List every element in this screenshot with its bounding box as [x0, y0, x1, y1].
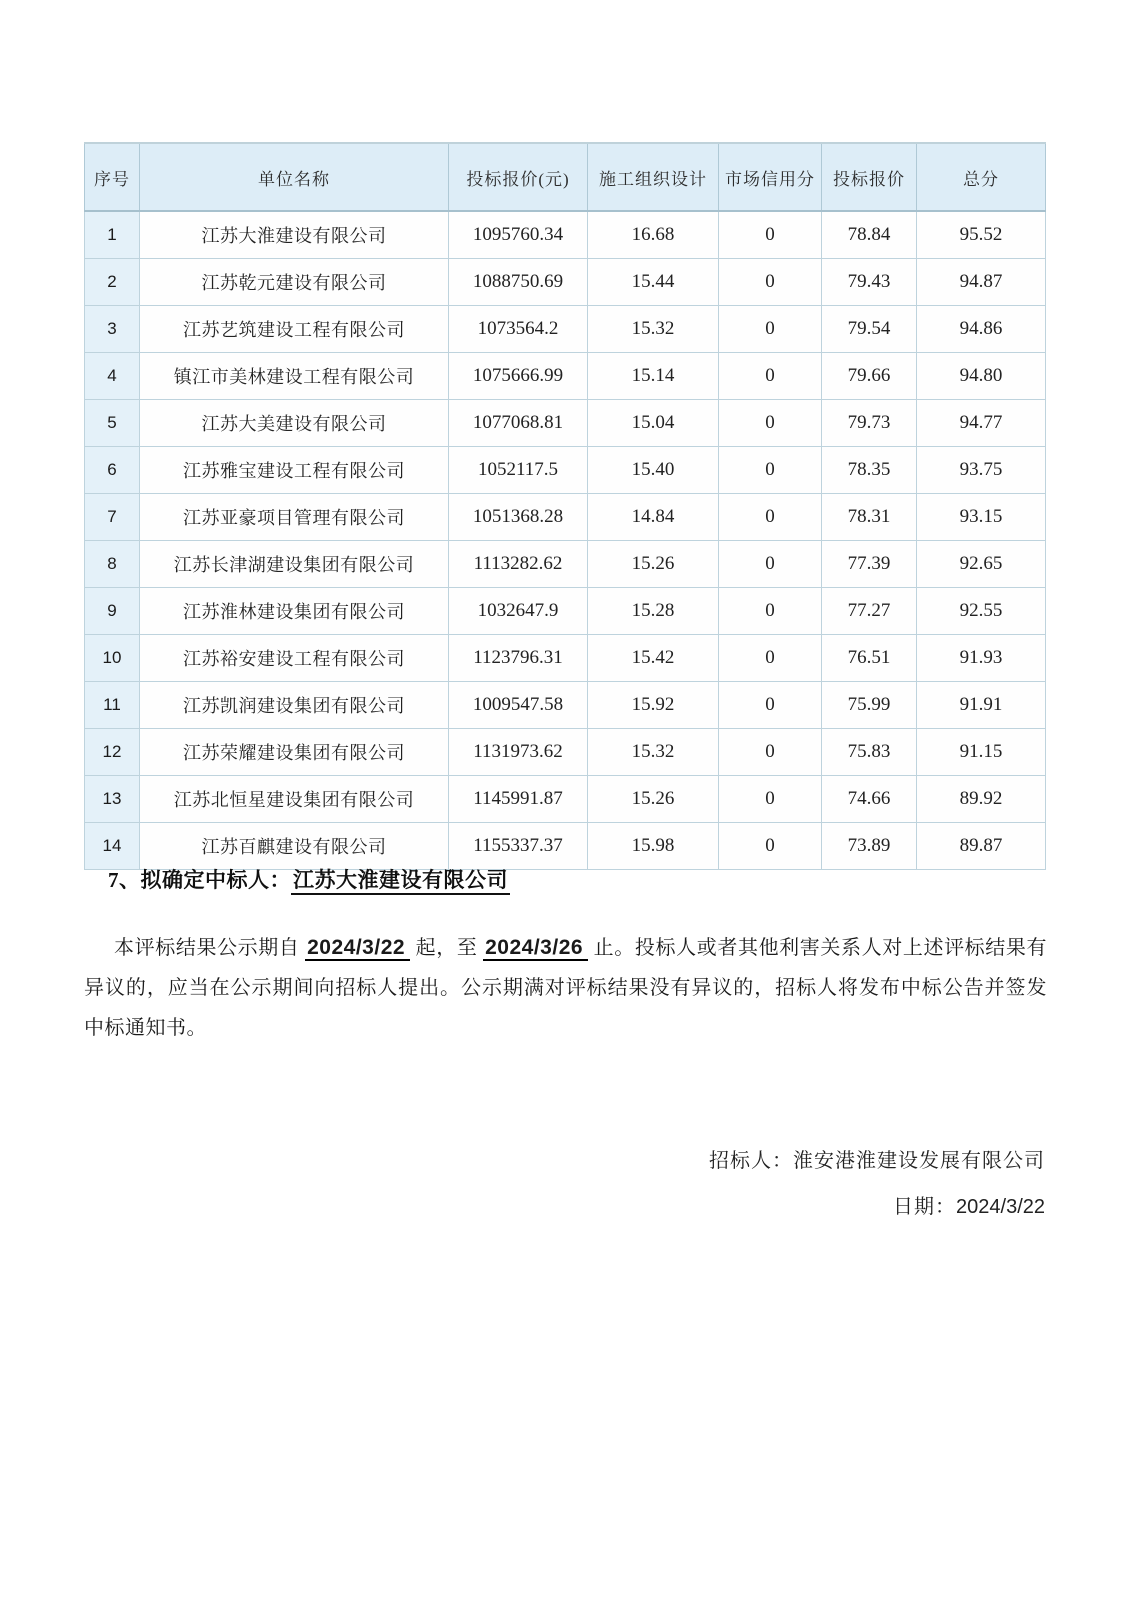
score-cell: 1073564.2 [449, 306, 588, 353]
score-cell: 92.55 [917, 588, 1046, 635]
company-name-cell: 江苏艺筑建设工程有限公司 [140, 306, 449, 353]
publicity-start-date: 2024/3/22 [305, 936, 410, 961]
date-line [84, 1190, 1045, 1219]
row-index-cell: 4 [85, 353, 140, 400]
score-cell: 1032647.9 [449, 588, 588, 635]
score-cell: 74.66 [822, 776, 917, 823]
company-name-cell: 江苏雅宝建设工程有限公司 [140, 447, 449, 494]
row-index-cell: 7 [85, 494, 140, 541]
company-name-cell: 镇江市美林建设工程有限公司 [140, 353, 449, 400]
notice-text-3: 止。投标人或者其他利害关系人对上述评标结果有异议的，应当在公示期间向招标人提出。公示期满对评标结果没有异议的，招标人将发布中标公告并签发中标通知书。 [84, 937, 1048, 1039]
publicity-end-date: 2024/3/26 [483, 936, 588, 961]
score-cell: 93.15 [917, 494, 1046, 541]
score-cell: 15.98 [588, 823, 719, 870]
score-cell: 16.68 [588, 211, 719, 259]
score-cell: 15.14 [588, 353, 719, 400]
table-body [85, 211, 1046, 870]
score-cell: 79.73 [822, 400, 917, 447]
table-row [85, 635, 1046, 682]
table-row [85, 353, 1046, 400]
table-row [85, 823, 1046, 870]
table-header-row [85, 143, 1046, 211]
score-cell: 0 [719, 776, 822, 823]
score-cell: 79.43 [822, 259, 917, 306]
score-cell: 1123796.31 [449, 635, 588, 682]
score-cell: 78.35 [822, 447, 917, 494]
table-row [85, 541, 1046, 588]
score-cell: 91.91 [917, 682, 1046, 729]
table-row [85, 400, 1046, 447]
score-cell: 0 [719, 259, 822, 306]
score-cell: 92.65 [917, 541, 1046, 588]
table-row [85, 729, 1046, 776]
notice-text-1: 本评标结果公示期自 [114, 937, 306, 959]
score-cell: 77.39 [822, 541, 917, 588]
score-cell: 0 [719, 823, 822, 870]
score-cell: 0 [719, 306, 822, 353]
column-header: 市场信用分 [719, 143, 822, 211]
row-index-cell: 5 [85, 400, 140, 447]
score-cell: 15.28 [588, 588, 719, 635]
score-cell: 0 [719, 682, 822, 729]
column-header: 总分 [917, 143, 1046, 211]
score-cell: 1088750.69 [449, 259, 588, 306]
score-cell: 1095760.34 [449, 211, 588, 259]
tenderer-label: 招标人： [709, 1150, 793, 1172]
column-header: 投标报价 [822, 143, 917, 211]
score-cell: 73.89 [822, 823, 917, 870]
score-cell: 15.40 [588, 447, 719, 494]
date-value: 2024/3/22 [956, 1196, 1045, 1218]
score-cell: 1131973.62 [449, 729, 588, 776]
row-index-cell: 12 [85, 729, 140, 776]
table-row [85, 588, 1046, 635]
score-cell: 94.80 [917, 353, 1046, 400]
score-cell: 76.51 [822, 635, 917, 682]
row-index-cell: 10 [85, 635, 140, 682]
bid-results-table [84, 142, 1046, 870]
score-cell: 91.93 [917, 635, 1046, 682]
score-cell: 78.31 [822, 494, 917, 541]
score-cell: 15.26 [588, 541, 719, 588]
company-name-cell: 江苏百麒建设有限公司 [140, 823, 449, 870]
row-index-cell: 3 [85, 306, 140, 353]
score-cell: 15.32 [588, 306, 719, 353]
date-label: 日期： [893, 1196, 957, 1218]
column-header: 序号 [85, 143, 140, 211]
score-cell: 1051368.28 [449, 494, 588, 541]
table-row [85, 259, 1046, 306]
company-name-cell: 江苏淮林建设集团有限公司 [140, 588, 449, 635]
score-cell: 1077068.81 [449, 400, 588, 447]
column-header: 投标报价(元) [449, 143, 588, 211]
score-cell: 15.92 [588, 682, 719, 729]
score-cell: 0 [719, 211, 822, 259]
company-name-cell: 江苏长津湖建设集团有限公司 [140, 541, 449, 588]
score-cell: 75.99 [822, 682, 917, 729]
score-cell: 0 [719, 447, 822, 494]
score-cell: 89.87 [917, 823, 1046, 870]
score-cell: 94.86 [917, 306, 1046, 353]
table-row [85, 211, 1046, 259]
company-name-cell: 江苏凯润建设集团有限公司 [140, 682, 449, 729]
score-cell: 15.26 [588, 776, 719, 823]
score-cell: 91.15 [917, 729, 1046, 776]
row-index-cell: 11 [85, 682, 140, 729]
score-cell: 1145991.87 [449, 776, 588, 823]
score-cell: 15.04 [588, 400, 719, 447]
score-cell: 93.75 [917, 447, 1046, 494]
tenderer-line [84, 1144, 1045, 1173]
score-cell: 0 [719, 635, 822, 682]
score-cell: 1052117.5 [449, 447, 588, 494]
table-row [85, 494, 1046, 541]
row-index-cell: 2 [85, 259, 140, 306]
company-name-cell: 江苏大美建设有限公司 [140, 400, 449, 447]
score-cell: 1075666.99 [449, 353, 588, 400]
score-cell: 15.32 [588, 729, 719, 776]
column-header: 单位名称 [140, 143, 449, 211]
company-name-cell: 江苏荣耀建设集团有限公司 [140, 729, 449, 776]
score-cell: 95.52 [917, 211, 1046, 259]
table-row [85, 776, 1046, 823]
score-cell: 79.54 [822, 306, 917, 353]
score-cell: 79.66 [822, 353, 917, 400]
score-cell: 1113282.62 [449, 541, 588, 588]
company-name-cell: 江苏亚豪项目管理有限公司 [140, 494, 449, 541]
score-cell: 94.87 [917, 259, 1046, 306]
notice-paragraph [84, 928, 1047, 1048]
score-cell: 78.84 [822, 211, 917, 259]
company-name-cell: 江苏乾元建设有限公司 [140, 259, 449, 306]
winner-name: 江苏大淮建设有限公司 [291, 868, 510, 895]
table-row [85, 447, 1046, 494]
company-name-cell: 江苏北恒星建设集团有限公司 [140, 776, 449, 823]
column-header: 施工组织设计 [588, 143, 719, 211]
score-cell: 0 [719, 729, 822, 776]
company-name-cell: 江苏大淮建设有限公司 [140, 211, 449, 259]
score-cell: 0 [719, 400, 822, 447]
score-cell: 14.84 [588, 494, 719, 541]
score-cell: 1155337.37 [449, 823, 588, 870]
table-row [85, 682, 1046, 729]
score-cell: 75.83 [822, 729, 917, 776]
score-cell: 77.27 [822, 588, 917, 635]
row-index-cell: 8 [85, 541, 140, 588]
score-cell: 15.42 [588, 635, 719, 682]
tenderer-name: 淮安港淮建设发展有限公司 [793, 1150, 1045, 1172]
score-cell: 0 [719, 588, 822, 635]
score-cell: 1009547.58 [449, 682, 588, 729]
row-index-cell: 6 [85, 447, 140, 494]
score-cell: 0 [719, 494, 822, 541]
score-cell: 0 [719, 541, 822, 588]
score-cell: 94.77 [917, 400, 1046, 447]
company-name-cell: 江苏裕安建设工程有限公司 [140, 635, 449, 682]
notice-text-2: 起，至 [410, 937, 484, 959]
table-row [85, 306, 1046, 353]
score-cell: 15.44 [588, 259, 719, 306]
row-index-cell: 9 [85, 588, 140, 635]
winner-section-label: 7、拟确定中标人： [108, 868, 291, 892]
row-index-cell: 1 [85, 211, 140, 259]
row-index-cell: 13 [85, 776, 140, 823]
row-index-cell: 14 [85, 823, 140, 870]
winner-section [108, 864, 510, 894]
score-cell: 89.92 [917, 776, 1046, 823]
score-cell: 0 [719, 353, 822, 400]
